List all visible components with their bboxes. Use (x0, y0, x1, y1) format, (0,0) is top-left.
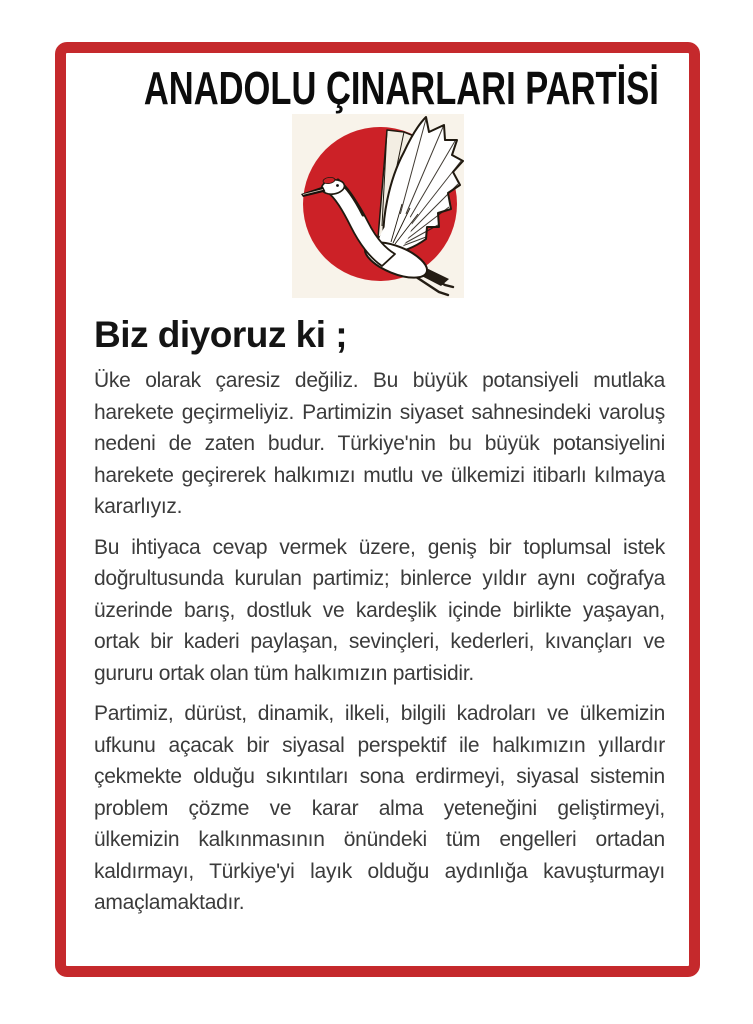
paragraph: Üke olarak çaresiz değiliz. Bu büyük potansiyeli mutlaka harekete geçirmeliyiz. Partimizin siyaset sahnesindeki varoluş nedeni de zaten budur. Türkiye'nin bu büyük potansiyelini harekete geçirerek halkımızı mutlu ve ülkemizi itibarlı kılmaya kararlıyız. (94, 369, 665, 518)
paragraph: Partimiz, dürüst, dinamik, ilkeli, bilgili kadroları ve ülkemizin ufkunu açacak bir siyasal perspektif ile halkımızın yıllardır çekmekte olduğu sıkıntıları sona erdirmeyi, siyasal sistemin problem çözme ve karar alma yeteneğini geliştirmeyi, ülkemizin kalkınmasının önündeki tüm engelleri ortadan kaldırmayı, Türkiye'yi layık olduğu aydınlığa kavuşturmayı amaçlamaktadır. (94, 702, 665, 914)
crane-logo-icon (292, 114, 464, 298)
red-border-frame (55, 42, 700, 977)
crane-eye (336, 184, 339, 187)
body-text (66, 365, 689, 919)
paragraph: Bu ihtiyaca cevap vermek üzere, geniş bir toplumsal istek doğrultusunda kurulan partimiz; binlerce yıldır aynı coğrafya üzerinde barış, dostluk ve kardeşlik içinde birlikte yaşayan, ortak bir kaderi paylaşan, sevinçleri, kederleri, kıvançları ve gururu ortak olan tüm halkımızın partisidir. (94, 535, 665, 685)
party-title: ANADOLU ÇINARLARI PARTİSİ (143, 62, 659, 114)
section-heading: Biz diyoruz ki ; (94, 314, 348, 355)
